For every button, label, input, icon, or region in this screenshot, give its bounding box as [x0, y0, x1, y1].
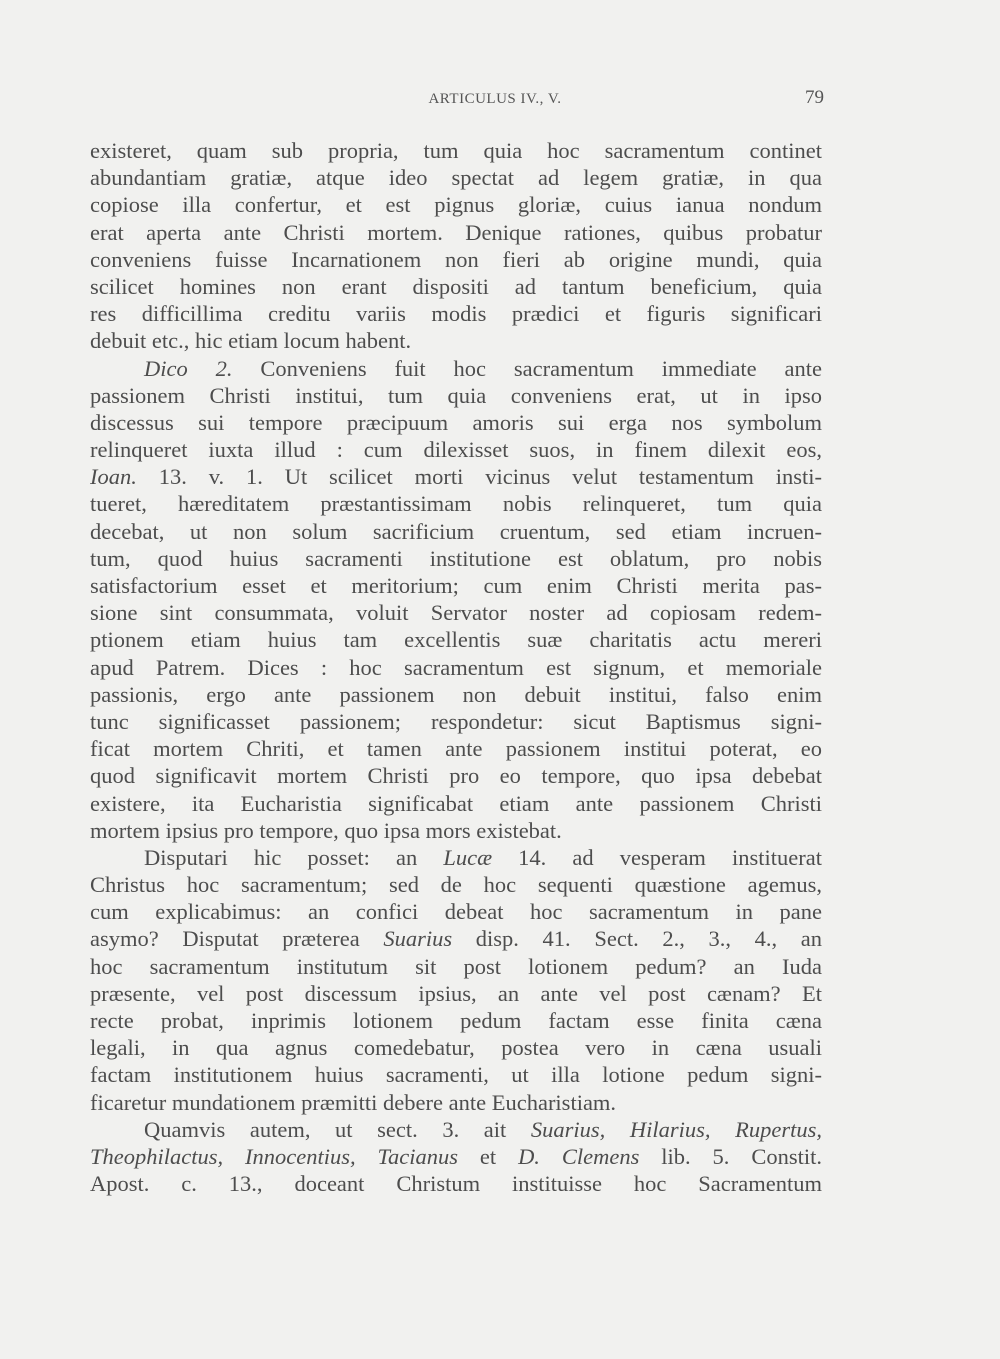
text-run: lib. 5. Constit. — [639, 1143, 822, 1169]
text-line — [90, 518, 822, 545]
text-run: relinqueret iuxta illud : cum dilexisset suos, in finem dilexit eos, — [90, 437, 822, 463]
text-line — [90, 1143, 822, 1170]
text-run: satisfactorium esset et meritorium; cum enim Christi merita pas- — [90, 573, 822, 598]
text-line — [90, 436, 822, 463]
body-text — [90, 137, 822, 1197]
running-head — [0, 91, 920, 108]
text-line — [90, 382, 822, 409]
text-line — [90, 790, 822, 817]
text-run: decebat, ut non solum sacrificium cruentum, sed etiam incruen- — [90, 518, 822, 544]
text-line — [90, 980, 822, 1007]
text-line — [90, 708, 822, 735]
text-run: Disputari hic posset: an — [144, 844, 444, 870]
text-line — [90, 1170, 822, 1197]
text-run: hoc sacramentum institutum sit post lotionem pedum? an Iuda — [90, 953, 822, 979]
text-run: disp. 41. Sect. 2., 3., 4., an — [452, 926, 822, 952]
text-line — [90, 654, 822, 681]
text-line — [90, 681, 822, 708]
italic-text: D. Clemens — [518, 1143, 640, 1169]
text-run: debuit etc., hic etiam locum habent. — [90, 328, 412, 354]
text-run: asymo? Disputat præterea — [90, 926, 384, 952]
text-line — [90, 355, 822, 382]
text-run: ficaretur mundationem præmitti debere ante Eucharistiam. — [90, 1089, 617, 1115]
italic-text: Ioan. — [90, 464, 137, 490]
text-run: res difficillima creditu variis modis prædici et figuris significari — [90, 301, 822, 327]
text-run: recte probat, inprimis lotionem pedum factam esse finita cæna — [90, 1008, 822, 1033]
text-run: præsente, vel post discessum ipsius, an ante vel post cænam? Et — [90, 980, 822, 1006]
text-line — [90, 871, 822, 898]
text-run: ptionem etiam huius tam excellentis suæ charitatis actu mereri — [90, 627, 822, 653]
text-run: scilicet homines non erant dispositi ad tantum beneficium, quia — [90, 273, 822, 299]
text-line — [90, 1034, 822, 1061]
text-line — [90, 490, 822, 517]
text-line — [90, 626, 822, 653]
text-run: 14. ad vesperam instituerat — [492, 844, 822, 870]
text-line — [90, 300, 822, 327]
italic-text: Theophilactus, Innocentius, Tacianus — [90, 1143, 458, 1169]
text-line — [90, 898, 822, 925]
text-run: ficat mortem Chriti, et tamen ante passionem institui poterat, eo — [90, 736, 822, 762]
text-line — [90, 844, 822, 871]
text-line — [90, 817, 822, 844]
text-line — [90, 1061, 822, 1088]
italic-text: Suarius — [383, 926, 453, 952]
text-line — [90, 1007, 822, 1034]
italic-text: Dico 2. — [144, 355, 233, 381]
text-run: copiose illa confertur, et est pignus gloriæ, cuius ianua nondum — [90, 192, 822, 218]
text-line — [90, 599, 822, 626]
text-run: passionem Christi institui, tum quia conveniens erat, ut in ipso — [90, 382, 822, 408]
text-line — [90, 572, 822, 599]
italic-text: Lucæ — [443, 844, 493, 870]
text-line — [90, 1089, 822, 1116]
text-line — [90, 762, 822, 789]
text-run: tunc significasset passionem; respondetur: sicut Baptismus signi- — [90, 708, 822, 734]
text-run: abundantiam gratiæ, atque ideo spectat ad legem gratiæ, in qua — [90, 165, 822, 191]
text-line — [90, 1116, 822, 1143]
text-run: sione sint consummata, voluit Servator noster ad copiosam redem- — [90, 600, 822, 626]
text-run: passionis, ergo ante passionem non debuit institui, falso enim — [90, 681, 822, 707]
text-run: Quamvis autem, ut sect. 3. ait — [144, 1116, 531, 1142]
running-title: ARTICULUS IV., V. — [428, 91, 562, 107]
italic-text: Suarius, Hilarius, Rupertus, — [530, 1116, 822, 1142]
text-run: Christus hoc sacramentum; sed de hoc sequenti quæstione agemus, — [90, 872, 822, 898]
text-run: conveniens fuisse Incarnationem non fieri ab origine mundi, quia — [90, 246, 822, 272]
text-line — [90, 164, 822, 191]
text-line — [90, 137, 822, 164]
text-run: apud Patrem. Dices : hoc sacramentum est signum, et memoriale — [90, 654, 822, 680]
text-run: quod significavit mortem Christi pro eo tempore, quo ipsa debebat — [90, 763, 822, 789]
text-line — [90, 463, 822, 490]
text-line — [90, 925, 822, 952]
text-run: tueret, hæreditatem præstantissimam nobis relinqueret, tum quia — [90, 491, 822, 517]
text-line — [90, 219, 822, 246]
text-line — [90, 246, 822, 273]
text-line — [90, 953, 822, 980]
text-run: mortem ipsius pro tempore, quo ipsa mors existebat. — [90, 817, 562, 843]
page-number: 79 — [805, 87, 824, 108]
text-line — [90, 735, 822, 762]
text-line — [90, 273, 822, 300]
text-run: 13. v. 1. Ut scilicet morti vicinus velut testamentum insti- — [136, 464, 822, 490]
text-run: existeret, quam sub propria, tum quia hoc sacramentum continet — [90, 138, 822, 163]
text-run: et — [458, 1143, 519, 1169]
text-run: tum, quod huius sacramenti institutione est oblatum, pro nobis — [90, 545, 822, 571]
text-run: erat aperta ante Christi mortem. Denique rationes, quibus probatur — [90, 219, 822, 245]
text-line — [90, 409, 822, 436]
text-run: factam institutionem huius sacramenti, ut illa lotione pedum signi- — [90, 1062, 822, 1088]
text-run: cum explicabimus: an confici debeat hoc sacramentum in pane — [90, 899, 822, 925]
text-run: Apost. c. 13., doceant Christum instituisse hoc Sacramentum — [90, 1171, 822, 1197]
text-line — [90, 191, 822, 218]
text-run: discessus sui tempore præcipuum amoris sui erga nos symbolum — [90, 409, 822, 435]
text-run: existere, ita Eucharistia significabat etiam ante passionem Christi — [90, 790, 822, 816]
text-run: legali, in qua agnus comedebatur, postea vero in cæna usuali — [90, 1035, 822, 1061]
text-line — [90, 545, 822, 572]
text-line — [90, 327, 822, 354]
text-run: Conveniens fuit hoc sacramentum immediate ante — [232, 355, 822, 381]
